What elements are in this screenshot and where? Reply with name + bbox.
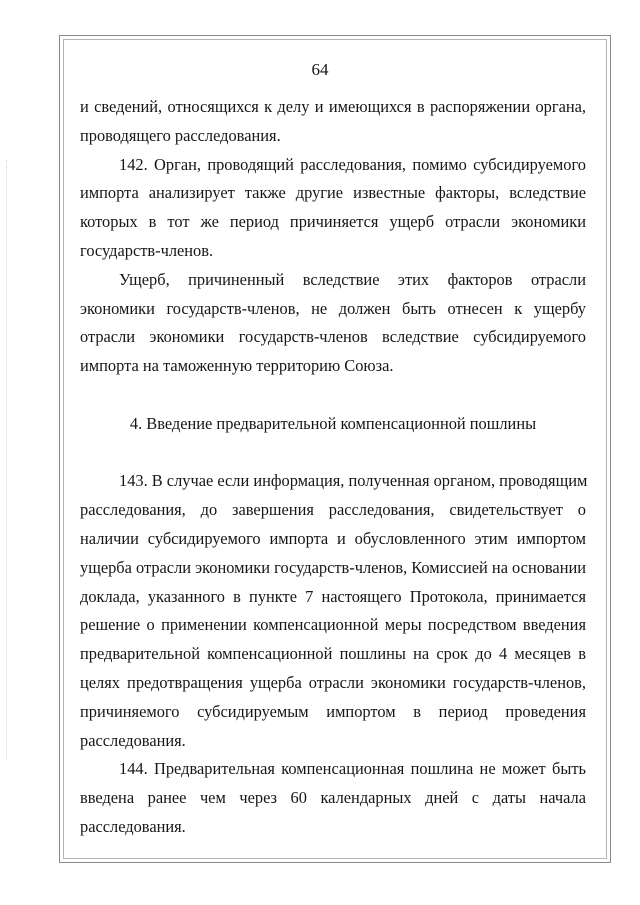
blank-line — [80, 381, 586, 410]
text-line: доклада, указанного в пункте 7 настоящего Протокола, принимается — [80, 586, 586, 606]
text-line: которых в тот же период причиняется ущерб отрасли экономики — [80, 212, 586, 232]
text-line: целях предотвращения ущерба отрасли экономики государств-членов, — [80, 672, 586, 692]
text-line: введена ранее чем через 60 календарных дней с даты начала — [80, 788, 586, 808]
text-line: ущерба отрасли экономики государств-членов, Комиссией на основании — [80, 557, 587, 577]
text-line: и сведений, относящихся к делу и имеющихся в распоряжении органа, — [80, 97, 586, 116]
paragraph-143-start: 143. В случае если информация, полученная органом, проводящим — [119, 471, 588, 491]
text-line: причиняемого субсидируемым импортом в период проведения — [80, 701, 586, 721]
text-line: наличии субсидируемого импорта и обусловленного этим импортом — [80, 528, 586, 548]
section-heading: 4. Введение предварительной компенсационной пошлины — [129, 413, 537, 433]
text-line: государств-членов. — [80, 240, 214, 260]
paragraph-damage-start: Ущерб, причиненный вследствие этих факторов отрасли — [119, 269, 586, 289]
page-number: 64 — [311, 60, 329, 79]
text-line: предварительной компенсационной пошлины на срок до 4 месяцев в — [80, 644, 586, 664]
blank-line — [80, 439, 586, 468]
paragraph-144-start: 144. Предварительная компенсационная пошлина не может быть — [119, 759, 586, 779]
text-line: импорта на таможенную территорию Союза. — [80, 356, 394, 376]
text-line: экономики государств-членов, не должен быть отнесен к ущербу — [80, 298, 586, 318]
text-line: импорта анализирует также другие известные факторы, вследствие — [80, 183, 586, 203]
text-line: отрасли экономики государств-членов вследствие субсидируемого — [80, 327, 586, 347]
paragraph-142-start: 142. Орган, проводящий расследования, помимо субсидируемого — [119, 154, 586, 174]
text-line: расследования, до завершения расследования, свидетельствует о — [80, 500, 586, 520]
text-line: расследования. — [80, 816, 186, 836]
document-body — [80, 93, 586, 842]
text-line: проводящего расследования. — [80, 125, 281, 145]
text-line: расследования. — [80, 730, 186, 750]
scan-margin-marks — [6, 160, 9, 760]
text-line: решение о применении компенсационной меры посредством введения — [80, 615, 586, 635]
